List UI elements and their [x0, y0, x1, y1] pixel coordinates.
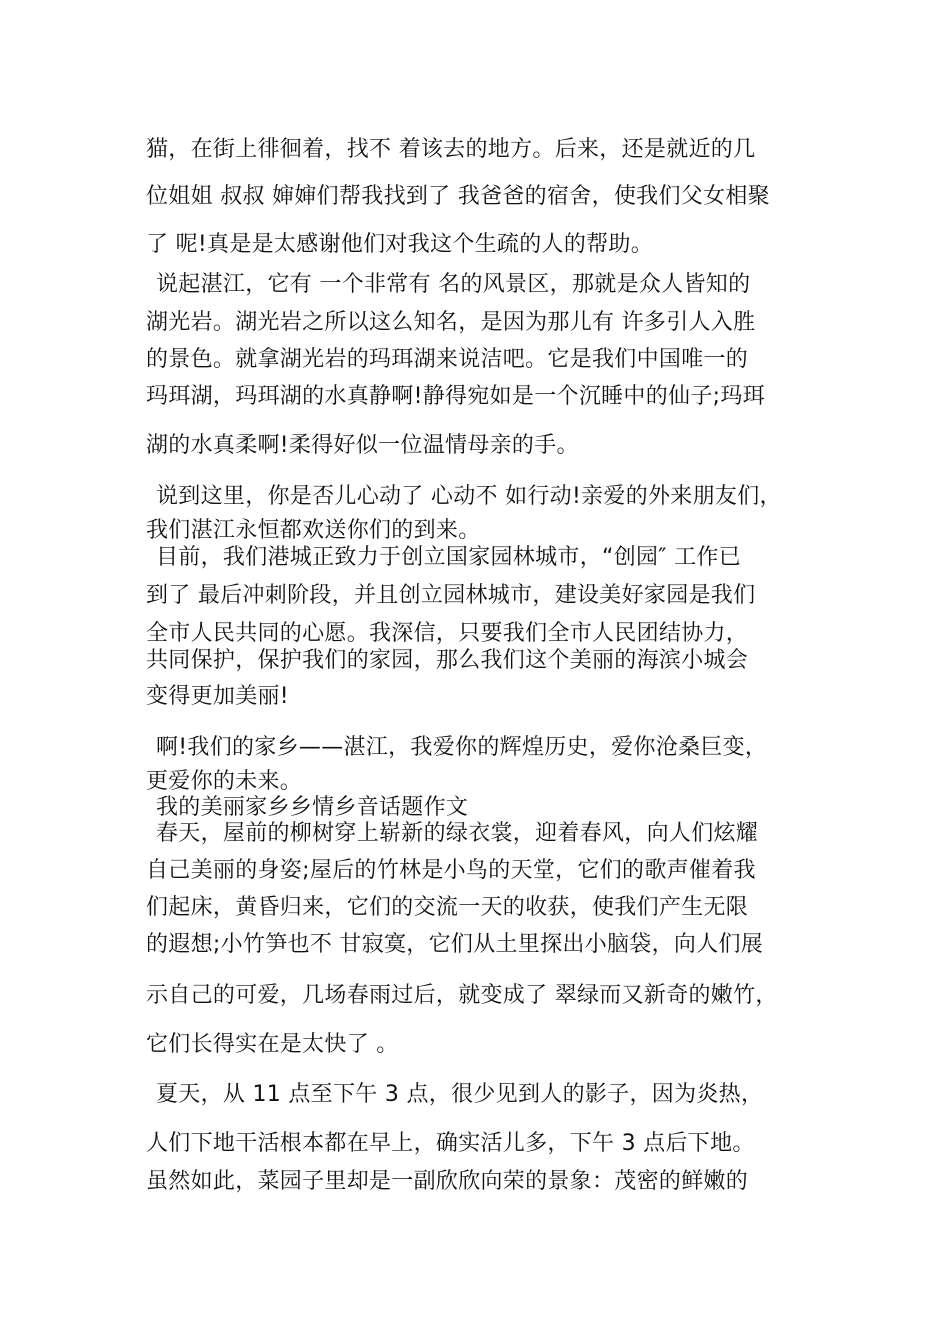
- text-line: 更爱你的未来。: [146, 769, 303, 794]
- text-line: 玛珥湖，玛珥湖的水真静啊!静得宛如是一个沉睡中的仙子;玛珥: [146, 384, 765, 409]
- paragraph-start-line: 春天，屋前的柳树穿上崭新的绿衣裳，迎着春风，向人们炫耀: [156, 821, 759, 846]
- text-line: 共同保护，保护我们的家园，那么我们这个美丽的海滨小城会: [146, 648, 749, 673]
- text-line: 我们湛江永恒都欢送你们的到来。: [146, 518, 481, 543]
- text-line: 变得更加美丽!: [146, 684, 289, 709]
- text-line: 湖的水真柔啊!柔得好似一位温情母亲的手。: [146, 433, 579, 458]
- text-line: 了 呢!真是是太感谢他们对我这个生疏的人的帮助。: [146, 232, 654, 257]
- paragraph-start-line: 说起湛江，它有 一个非常有 名的风景区，那就是众人皆知的: [156, 272, 751, 297]
- essay-title: 我的美丽家乡乡情乡音话题作文: [156, 795, 469, 820]
- text-line: 湖光岩。湖光岩之所以这么知名，是因为那儿有 许多引人入胜: [146, 310, 756, 335]
- text-line: 全市人民共同的心愿。我深信，只要我们全市人民团结协力，: [146, 621, 749, 646]
- paragraph-start-line: 夏天，从 11 点至下午 3 点，很少见到人的影子，因为炎热，: [156, 1082, 764, 1107]
- paragraph-start-line: 目前，我们港城正致力于创立国家园林城市，“创园″ 工作已: [156, 545, 742, 570]
- text-line: 猫，在街上徘徊着，找不 着该去的地方。后来，还是就近的几: [146, 137, 756, 162]
- text-line: 位姐姐 叔叔 婶婶们帮我找到了 我爸爸的宿舍，使我们父女相聚: [146, 184, 770, 209]
- text-line: 的遐想;小竹笋也不 甘寂寞，它们从土里探出小脑袋，向人们展: [146, 932, 764, 957]
- text-line: 的景色。就拿湖光岩的玛珥湖来说洁吧。它是我们中国唯一的: [146, 347, 749, 372]
- text-line: 到了 最后冲刺阶段，并且创立园林城市，建设美好家园是我们: [146, 583, 756, 608]
- paragraph-start-line: 说到这里，你是否儿心动了 心动不 如行动!亲爱的外来朋友们，: [156, 484, 782, 509]
- paragraph-start-line: 啊!我们的家乡——湛江，我爱你的辉煌历史，爱你沧桑巨变，: [156, 735, 768, 760]
- text-line: 虽然如此，菜园子里却是一副欣欣向荣的景象：茂密的鲜嫩的: [146, 1169, 749, 1194]
- text-line: 示自己的可爱，几场春雨过后，就变成了 翠绿而又新奇的嫩竹，: [146, 983, 778, 1008]
- text-line: 自己美丽的身姿;屋后的竹林是小鸟的天堂，它们的歌声催着我: [146, 858, 756, 883]
- text-line: 们起床，黄昏归来，它们的交流一天的收获，使我们产生无限: [146, 895, 749, 920]
- text-line: 人们下地干活根本都在早上，确实活儿多，下午 3 点后下地。: [146, 1131, 755, 1156]
- text-line: 它们长得实在是太快了 。: [146, 1032, 399, 1057]
